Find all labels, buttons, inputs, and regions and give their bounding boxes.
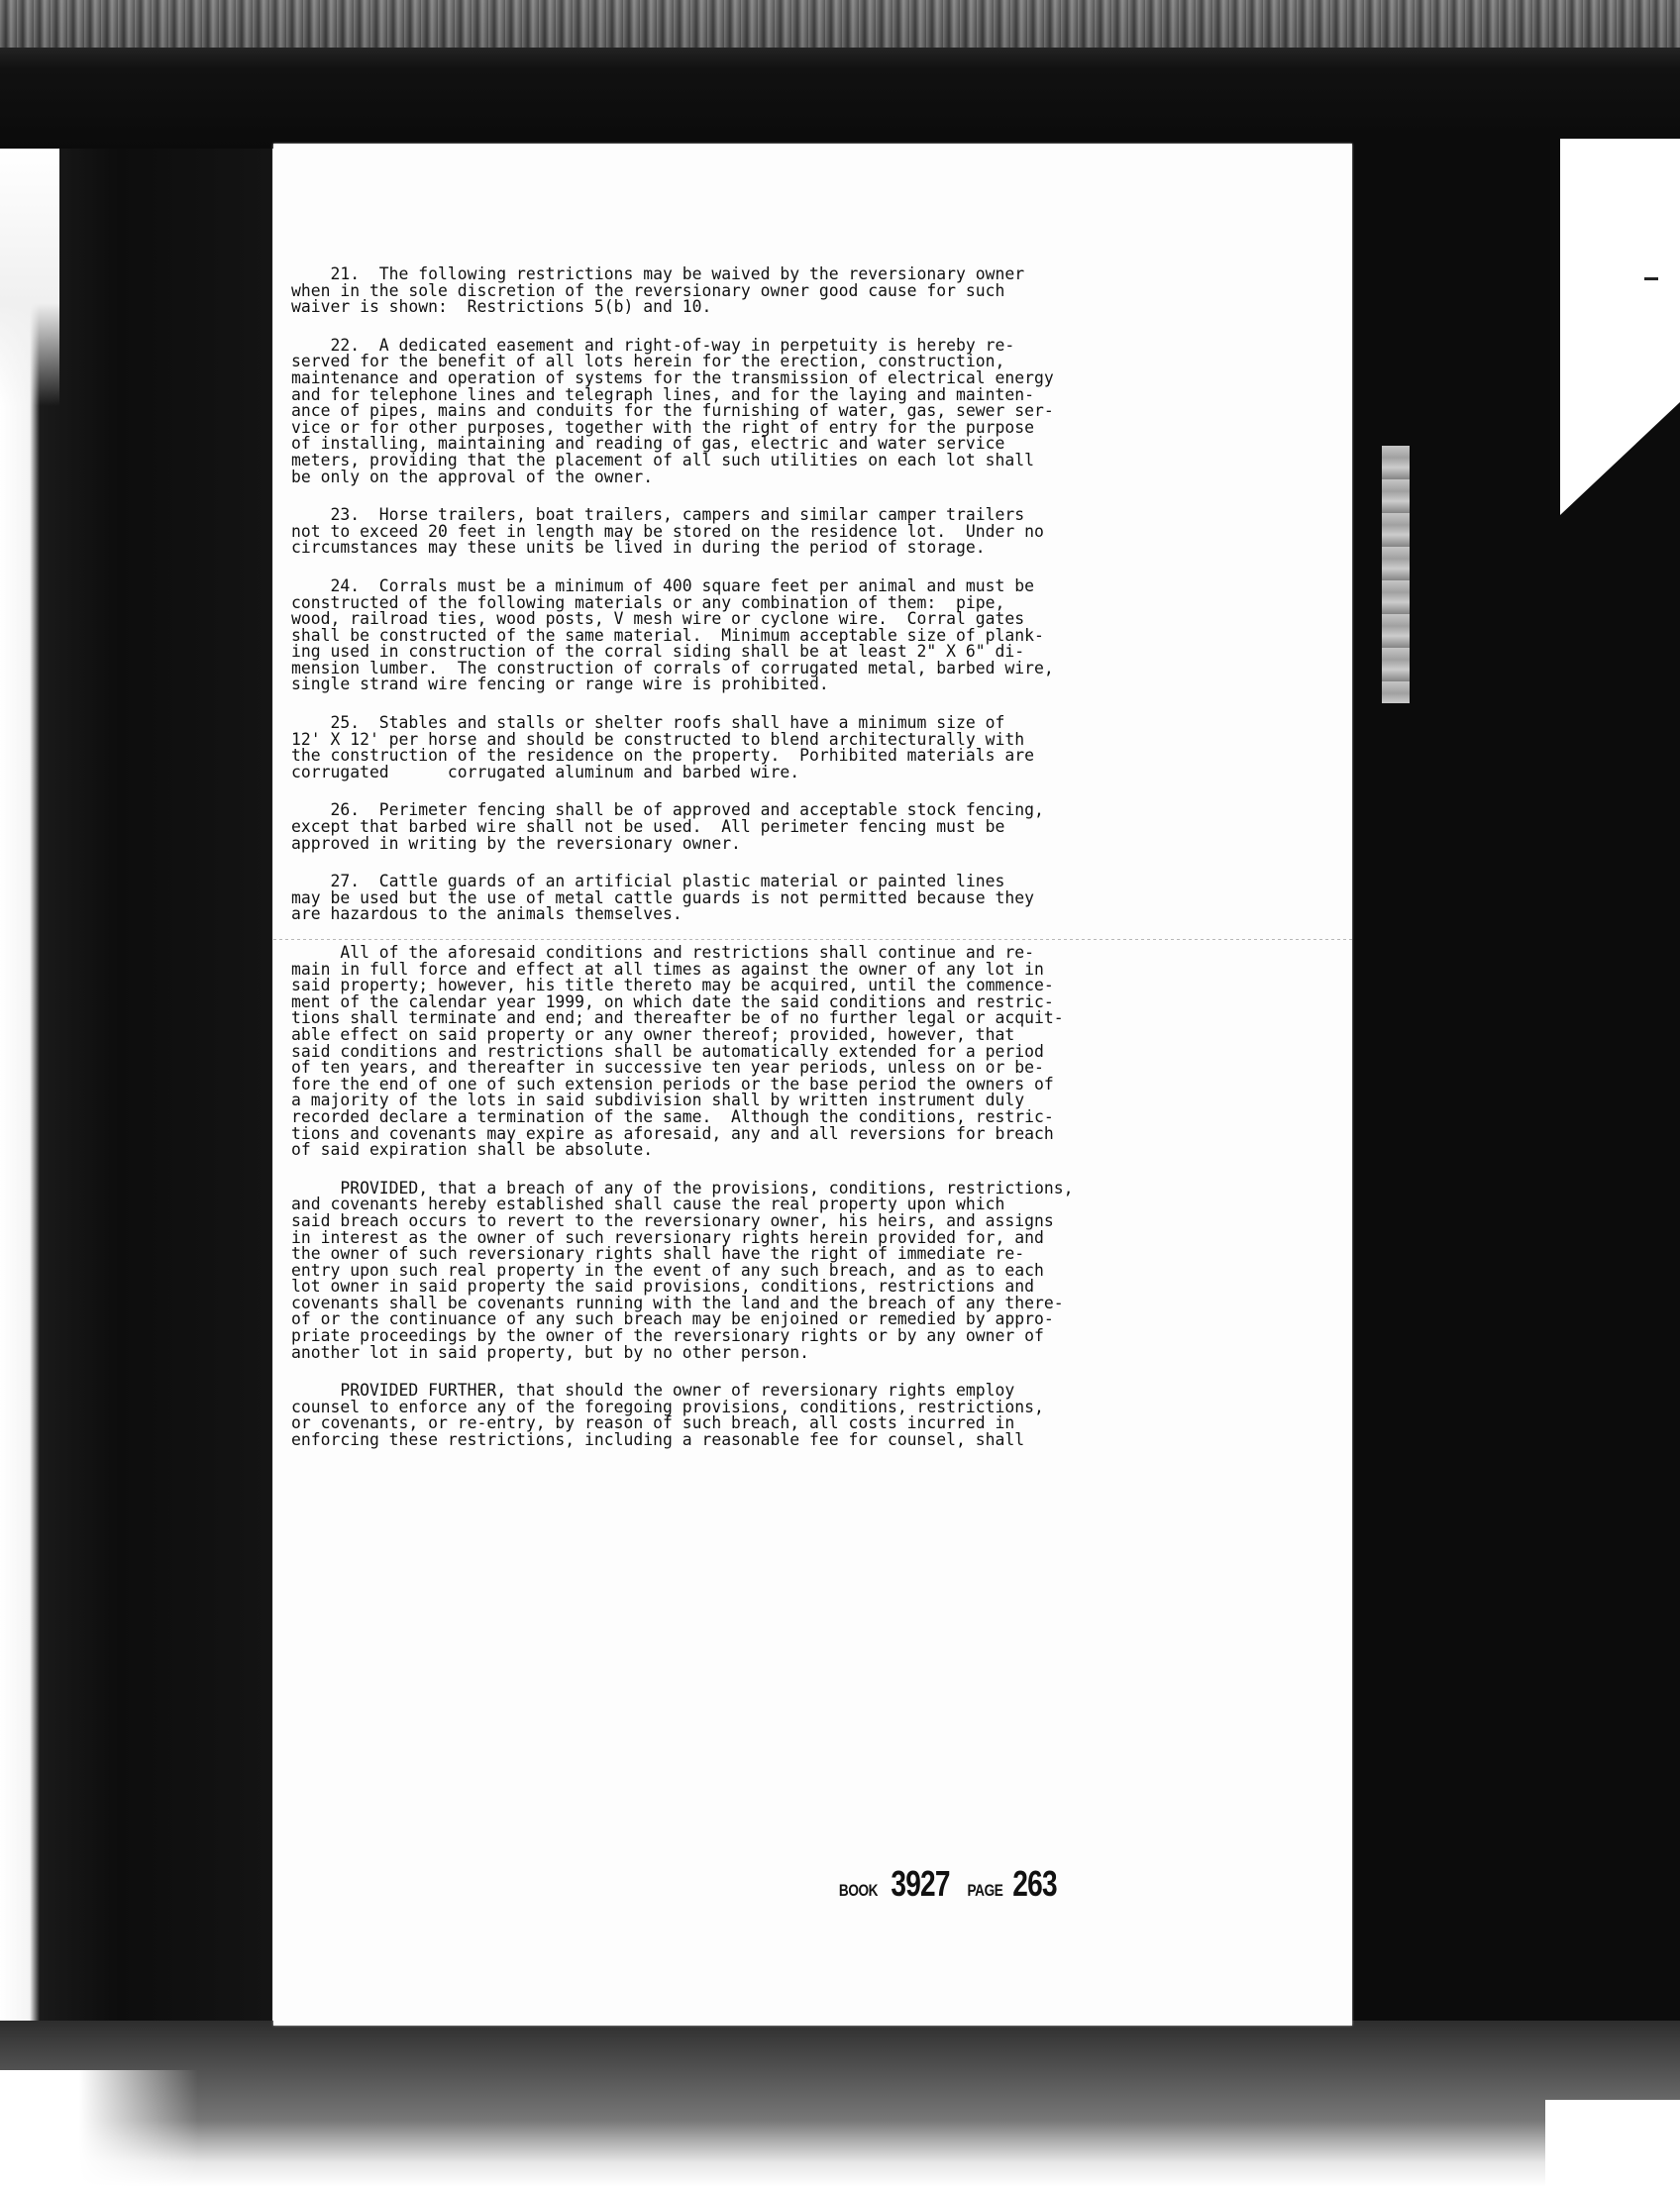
text-line: counsel to enforce any of the foregoing provisions, conditions, restrictions, — [291, 1397, 1044, 1416]
text-line: corrugated corrugated aluminum and barbed wire. — [291, 762, 800, 781]
text-line: 23. Horse trailers, boat trailers, campers and similar camper trailers — [291, 505, 1025, 525]
text-line: single strand wire fencing or range wire is prohibited. — [291, 675, 829, 694]
text-line: recorded declare a termination of the same. Although the conditions, restric- — [291, 1106, 1054, 1126]
text-line: served for the benefit of all lots herein for the erection, construction, — [291, 352, 1005, 371]
scan-background-bottom-left — [0, 2070, 198, 2187]
text-line: wood, railroad ties, wood posts, V mesh wire or cyclone wire. Corral gates — [291, 609, 1025, 629]
book-label: BOOK — [838, 1881, 879, 1900]
text-line: 25. Stables and stalls or shelter roofs shall have a minimum size of — [291, 713, 1005, 733]
text-line: priate proceedings by the owner of the reversionary rights or by any owner of — [291, 1326, 1044, 1346]
text-line: ance of pipes, mains and conduits for the furnishing of water, gas, sewer ser- — [291, 401, 1054, 421]
text-line: 21. The following restrictions may be waived by the reversionary owner — [291, 264, 1025, 283]
scan-background-bottom-right — [1545, 2100, 1680, 2187]
text-line: 24. Corrals must be a minimum of 400 square feet per animal and must be — [291, 575, 1034, 595]
text-line: vice or for other purposes, together with the right of entry for the purpose — [291, 417, 1034, 437]
paragraph-p23 — [291, 507, 1356, 557]
paragraph-p-provided — [291, 1178, 1356, 1362]
text-line: circumstances may these units be lived in during the period of storage. — [291, 538, 986, 558]
text-line: or covenants, or re-entry, by reason of such breach, all costs incurred in — [291, 1413, 1015, 1433]
paragraph-p24 — [291, 575, 1356, 694]
text-line: 27. Cattle guards of an artificial plastic material or painted lines — [291, 872, 1005, 891]
text-line: said conditions and restrictions shall be automatically extended for a period — [291, 1041, 1044, 1061]
text-line: said breach occurs to revert to the reversionary owner, his heirs, and assigns — [291, 1210, 1054, 1230]
text-line: may be used but the use of metal cattle guards is not permitted because they — [291, 887, 1034, 907]
text-line: the construction of the residence on the property. Porhibited materials are — [291, 746, 1034, 766]
text-line: a majority of the lots in said subdivision shall by written instrument duly — [291, 1091, 1025, 1110]
scan-noise-stripe — [0, 0, 1680, 48]
text-line: in interest as the owner of such reversionary rights herein provided for, and — [291, 1227, 1044, 1247]
text-line: fore the end of one of such extension periods or the base period the owners of — [291, 1074, 1054, 1094]
page-label: PAGE — [967, 1881, 1002, 1900]
text-line: of ten years, and thereafter in successive ten year periods, unless on or be- — [291, 1058, 1044, 1078]
document-body — [291, 266, 1356, 1471]
text-line: main in full force and effect at all times as against the owner of any lot in — [291, 959, 1044, 979]
text-line: covenants shall be covenants running with the land and the breach of any there- — [291, 1293, 1064, 1312]
text-line: 26. Perimeter fencing shall be of approved and acceptable stock fencing, — [291, 800, 1044, 820]
text-line: shall be constructed of the same material. Minimum acceptable size of plank- — [291, 625, 1044, 645]
text-line: and covenants hereby established shall cause the real property upon which — [291, 1195, 1005, 1214]
paragraph-p25 — [291, 715, 1356, 781]
text-line: of or the continuance of any such breach may be enjoined or remedied by appro- — [291, 1309, 1054, 1329]
text-line: approved in writing by the reversionary owner. — [291, 833, 741, 853]
text-line: another lot in said property, but by no other person. — [291, 1342, 810, 1362]
text-line: meters, providing that the placement of all such utilities on each lot shall — [291, 450, 1034, 469]
book-page-reference — [834, 1863, 1064, 1905]
page-number: 263 — [1012, 1863, 1058, 1904]
scan-background-left — [0, 149, 272, 2187]
text-line: lot owner in said property the said provisions, conditions, restrictions and — [291, 1277, 1034, 1297]
text-line: ment of the calendar year 1999, on which date the said conditions and restric- — [291, 991, 1054, 1011]
paragraph-p22 — [291, 335, 1356, 486]
text-line: constructed of the following materials or any combination of them: pipe, — [291, 592, 1005, 612]
text-line: enforcing these restrictions, including a reasonable fee for counsel, shall — [291, 1430, 1025, 1450]
document-page — [273, 144, 1352, 2026]
text-line: 12' X 12' per horse and should be constructed to blend architecturally with — [291, 729, 1025, 749]
text-line: PROVIDED, that a breach of any of the provisions, conditions, restrictions, — [291, 1178, 1074, 1198]
text-line: 22. A dedicated easement and right-of-way in perpetuity is hereby re- — [291, 335, 1015, 355]
text-line: tions shall terminate and end; and thereafter be of no further legal or acquit- — [291, 1008, 1064, 1028]
text-line: of installing, maintaining and reading of gas, electric and water service — [291, 434, 1005, 454]
text-line: able effect on said property or any owner thereof; provided, however, that — [291, 1024, 1015, 1044]
text-line: the owner of such reversionary rights shall have the right of immediate re- — [291, 1244, 1025, 1264]
book-number: 3927 — [891, 1863, 950, 1904]
text-line: and for telephone lines and telegraph lines, and for the laying and mainten- — [291, 384, 1034, 404]
edge-mark — [1644, 277, 1658, 280]
text-line: when in the sole discretion of the reversionary owner good cause for such — [291, 280, 1005, 300]
text-line: entry upon such real property in the event of any such breach, and as to each — [291, 1260, 1044, 1280]
binding-spine — [1382, 446, 1410, 703]
paragraph-p-provided-further — [291, 1383, 1356, 1448]
text-line: not to exceed 20 feet in length may be stored on the residence lot. Under no — [291, 521, 1044, 541]
text-line: are hazardous to the animals themselves. — [291, 904, 682, 924]
text-line: ing used in construction of the corral siding shall be at least 2" X 6" di- — [291, 642, 1025, 662]
text-line: maintenance and operation of systems for the transmission of electrical energy — [291, 367, 1054, 387]
text-line: mension lumber. The construction of corrals of corrugated metal, barbed wire, — [291, 658, 1054, 677]
scan-background-bottom — [0, 2021, 1680, 2187]
paragraph-p26 — [291, 802, 1356, 852]
text-line: tions and covenants may expire as aforesaid, any and all reversions for breach — [291, 1123, 1054, 1143]
text-line: said property; however, his title thereto may be acquired, until the commence- — [291, 976, 1054, 995]
text-line: PROVIDED FURTHER, that should the owner of reversionary rights employ — [291, 1381, 1015, 1401]
scan-background-left-edge — [0, 149, 59, 406]
paragraph-p27 — [291, 874, 1356, 923]
text-line: of said expiration shall be absolute. — [291, 1140, 654, 1160]
text-line: waiver is shown: Restrictions 5(b) and 10. — [291, 297, 712, 317]
paragraph-p-aforesaid — [291, 945, 1356, 1159]
paragraph-p21 — [291, 266, 1356, 316]
text-line: All of the aforesaid conditions and restrictions shall continue and re- — [291, 943, 1034, 962]
text-line: except that barbed wire shall not be used. All perimeter fencing must be — [291, 817, 1005, 837]
text-line: be only on the approval of the owner. — [291, 467, 654, 486]
